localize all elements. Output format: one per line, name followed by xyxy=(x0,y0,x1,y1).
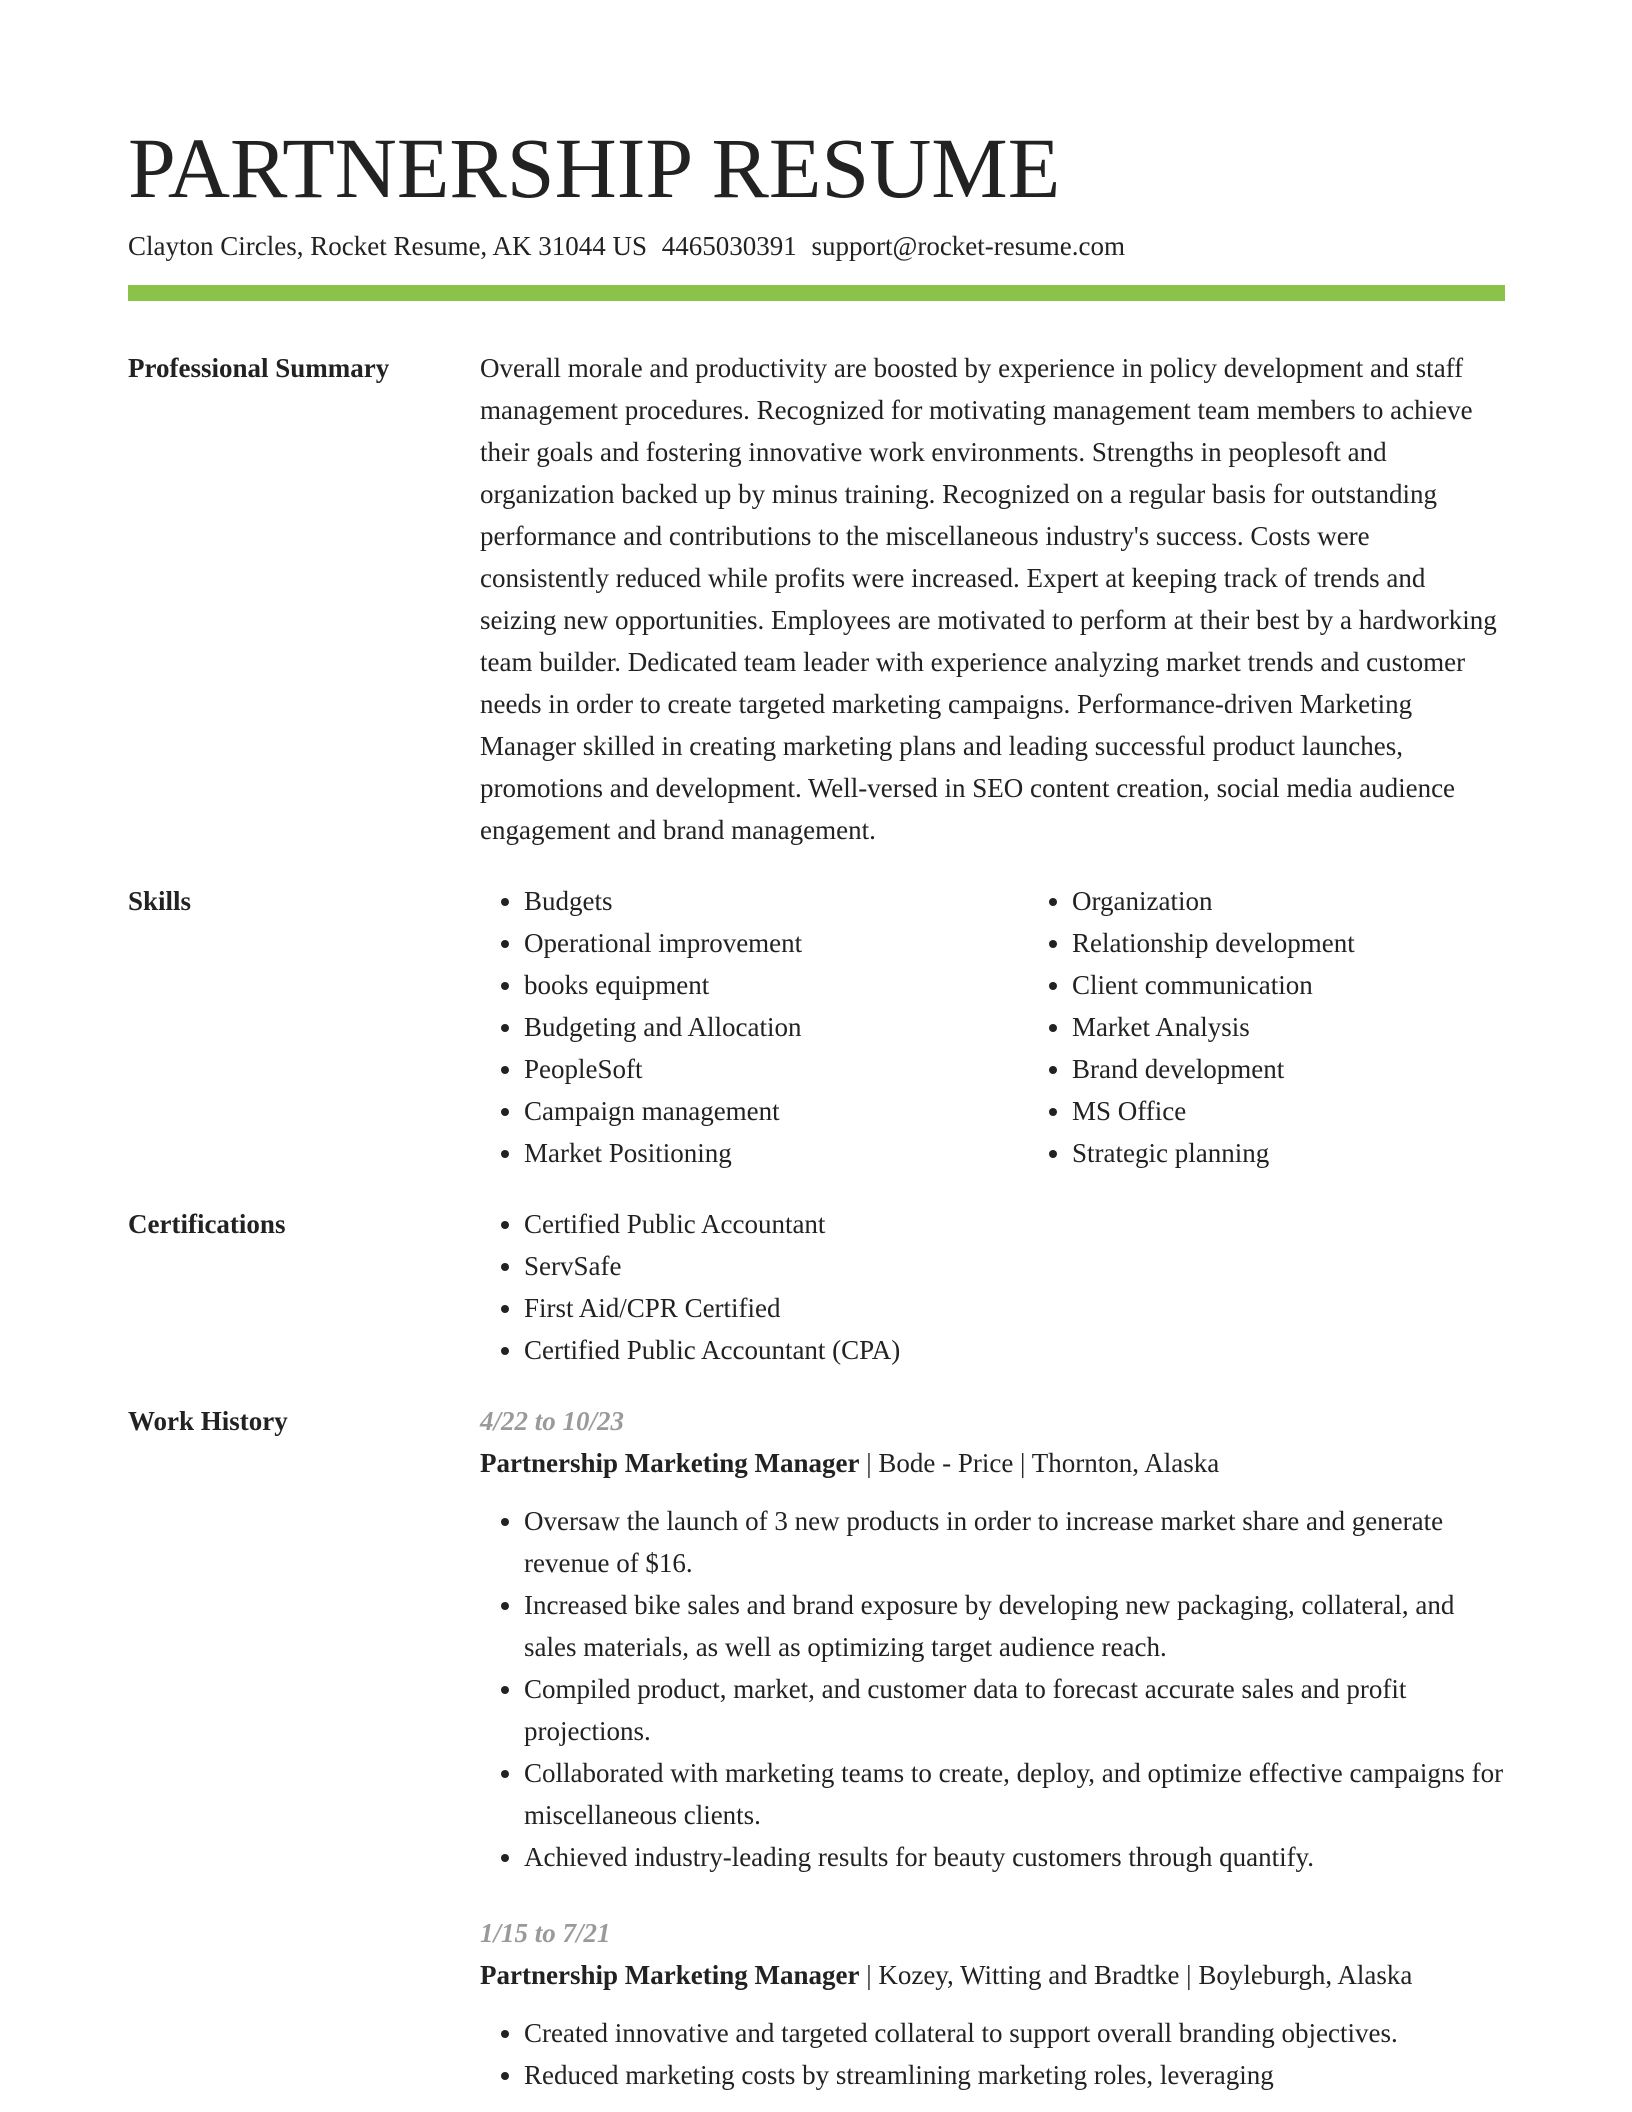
list-item: • MS Office xyxy=(1072,1090,1576,1132)
list-item: • Certified Public Accountant (CPA) xyxy=(524,1329,1505,1371)
list-item: • Achieved industry-leading results for beauty customers through quantify. xyxy=(524,1836,1505,1878)
summary-section xyxy=(128,347,1505,851)
job-details: | Bode - Price | Thornton, Alaska xyxy=(866,1448,1220,1478)
certifications-section xyxy=(128,1203,1505,1371)
list-item: • Brand development xyxy=(1072,1048,1576,1090)
list-item: • Collaborated with marketing teams to create, deploy, and optimize effective campaigns for miscellaneous clients. xyxy=(524,1752,1505,1836)
job-dates: 4/22 to 10/23 xyxy=(480,1406,625,1436)
resume-title: PARTNERSHIP RESUME xyxy=(128,120,1061,216)
job-bullets xyxy=(480,1500,1505,1878)
list-item: • Campaign management xyxy=(524,1090,1028,1132)
certifications-body xyxy=(480,1203,1505,1371)
work-history-section xyxy=(128,1400,1505,2096)
list-item: • ServSafe xyxy=(524,1245,1505,1287)
list-item: • books equipment xyxy=(524,964,1028,1006)
job-details: | Kozey, Witting and Bradtke | Boyleburgh, Alaska xyxy=(866,1960,1413,1990)
list-item: • First Aid/CPR Certified xyxy=(524,1287,1505,1329)
job-bullets xyxy=(480,2012,1505,2096)
work-history-heading: Work History xyxy=(128,1406,288,1436)
contact-phone: 4465030391 xyxy=(661,231,797,261)
skills-heading: Skills xyxy=(128,886,192,916)
list-item: • Compiled product, market, and customer data to forecast accurate sales and profit projections. xyxy=(524,1668,1505,1752)
list-item: • Budgeting and Allocation xyxy=(524,1006,1028,1048)
certifications-heading: Certifications xyxy=(128,1209,286,1239)
resume-page xyxy=(128,118,1505,2096)
list-item: • Strategic planning xyxy=(1072,1132,1576,1174)
list-item: • Oversaw the launch of 3 new products in order to increase market share and generate revenue of $16. xyxy=(524,1500,1505,1584)
job-title: Partnership Marketing Manager xyxy=(480,1960,860,1990)
list-item: • Reduced marketing costs by streamlining marketing roles, leveraging xyxy=(524,2054,1505,2096)
certifications-list xyxy=(480,1203,1505,1371)
skills-section xyxy=(128,880,1505,1174)
header-divider xyxy=(128,285,1505,301)
skills-body xyxy=(480,880,1576,1174)
list-item: • Created innovative and targeted collateral to support overall branding objectives. xyxy=(524,2012,1505,2054)
summary-text: Overall morale and productivity are boosted by experience in policy development and staff management procedures. Recognized for motivating management team members to achieve their goals and fostering innovative work environments. Strengths in peoplesoft and organization backed up by minus training. Recognized on a regular basis for outstanding performance and contributions to the miscellaneous industry's success. Costs were consistently reduced while profits were increased. Expert at keeping track of trends and seizing new opportunities. Employees are motivated to perform at their best by a hardworking team builder. Dedicated team leader with experience analyzing market trends and customer needs in order to create targeted marketing campaigns. Performance-driven Marketing Manager skilled in creating marketing plans and leading successful product launches, promotions and development. Well-versed in SEO content creation, social media audience engagement and brand management. xyxy=(480,353,1497,845)
skills-list-left xyxy=(480,880,1028,1174)
skills-list-right xyxy=(1028,880,1576,1174)
job-dates: 1/15 to 7/21 xyxy=(480,1918,611,1948)
work-history-body xyxy=(480,1400,1505,2096)
list-item: • Certified Public Accountant xyxy=(524,1203,1505,1245)
contact-line xyxy=(128,228,1505,264)
summary-body xyxy=(480,347,1505,851)
job-heading xyxy=(480,1954,1505,1996)
contact-email: support@rocket-resume.com xyxy=(811,231,1125,261)
list-item: • Budgets xyxy=(524,880,1028,922)
list-item: • Client communication xyxy=(1072,964,1576,1006)
job-title: Partnership Marketing Manager xyxy=(480,1448,860,1478)
job-heading xyxy=(480,1442,1505,1484)
list-item: • Increased bike sales and brand exposure by developing new packaging, collateral, and sales materials, as well as optimizing target audience reach. xyxy=(524,1584,1505,1668)
job-entry xyxy=(480,1912,1505,2096)
job-entry xyxy=(480,1400,1505,1878)
list-item: • PeopleSoft xyxy=(524,1048,1028,1090)
contact-address: Clayton Circles, Rocket Resume, AK 31044 US xyxy=(128,231,647,261)
summary-heading: Professional Summary xyxy=(128,353,390,383)
list-item: • Operational improvement xyxy=(524,922,1028,964)
list-item: • Organization xyxy=(1072,880,1576,922)
list-item: • Market Positioning xyxy=(524,1132,1028,1174)
list-item: • Relationship development xyxy=(1072,922,1576,964)
list-item: • Market Analysis xyxy=(1072,1006,1576,1048)
